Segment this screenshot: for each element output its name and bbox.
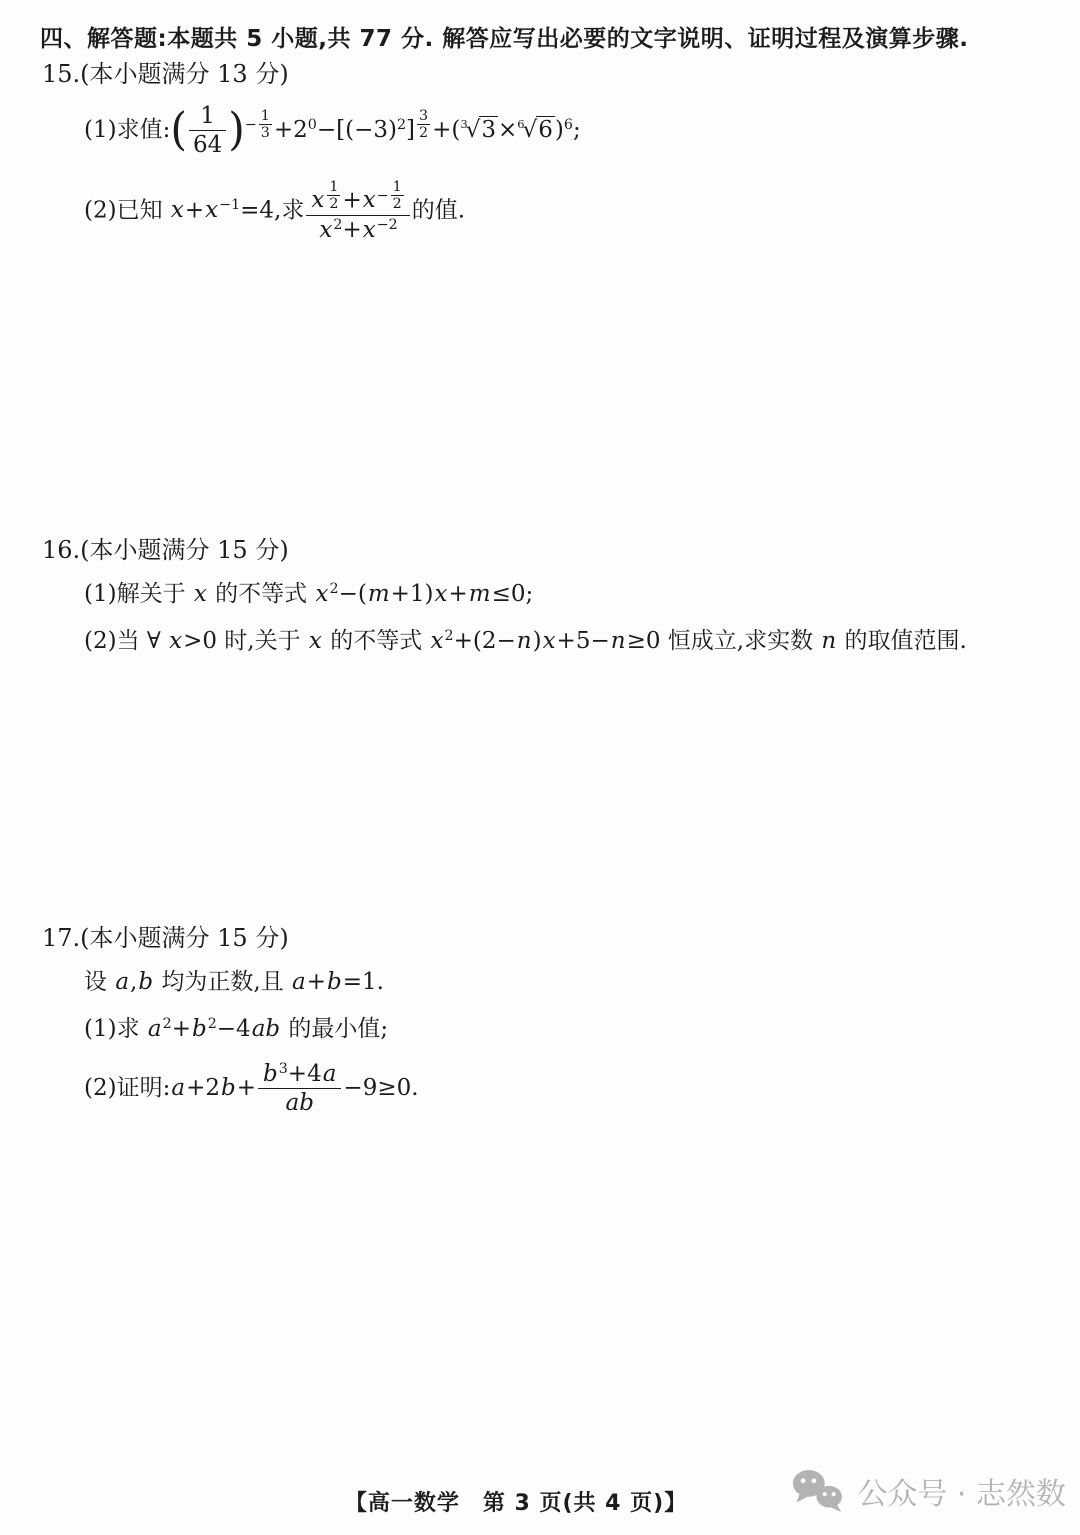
wechat-icon bbox=[791, 1468, 847, 1514]
problem-15-part2: (2)已知 x+x−1=4,求 x $\frac{1}{2}$ +x− $\frac{1}{2}$ x2+x−2 的值. bbox=[84, 178, 466, 243]
problem-17 bbox=[42, 924, 1060, 1133]
problem-15-title: 15.(本小题满分 13 分) bbox=[42, 60, 289, 88]
problem-17-part1: (1)求 a2+b2−4ab 的最小值; bbox=[84, 1015, 389, 1042]
problem-17-part2: (2)证明:a+2b+ $\frac{b3+4a}{ab}$ −9≥0. bbox=[84, 1060, 419, 1117]
problem-15 bbox=[42, 60, 1060, 263]
problem-17-title: 17.(本小题满分 15 分) bbox=[42, 924, 289, 952]
problem-16-part2: (2)当 ∀ x>0 时,关于 x 的不等式 x2+(2−n)x+5−n≥0 恒成立,求实数 n 的取值范围. bbox=[84, 627, 967, 654]
problem-16 bbox=[42, 536, 1060, 673]
problem-15-part1: (1)求值:( $\frac{1}{64}$ )− $\frac{1}{3}$ +20−[(−3)2] $\frac{3}{2}$ +(3√3×6√6)6; bbox=[84, 102, 581, 159]
section-header: 四、解答题:本题共 5 小题,共 77 分. 解答应写出必要的文字说明、证明过程及演算步骤. bbox=[40, 26, 969, 52]
watermark-text: 公众号 · 志然数 bbox=[857, 1477, 1066, 1512]
problem-16-part1: (1)解关于 x 的不等式 x2−(m+1)x+m≤0; bbox=[84, 580, 534, 607]
footer-page-label: 【高一数学 第 3 页(共 4 页)】 bbox=[344, 1491, 688, 1516]
problem-17-intro: 设 a,b 均为正数,且 a+b=1. bbox=[84, 968, 384, 995]
watermark bbox=[791, 1468, 1066, 1514]
problem-16-title: 16.(本小题满分 15 分) bbox=[42, 536, 289, 564]
